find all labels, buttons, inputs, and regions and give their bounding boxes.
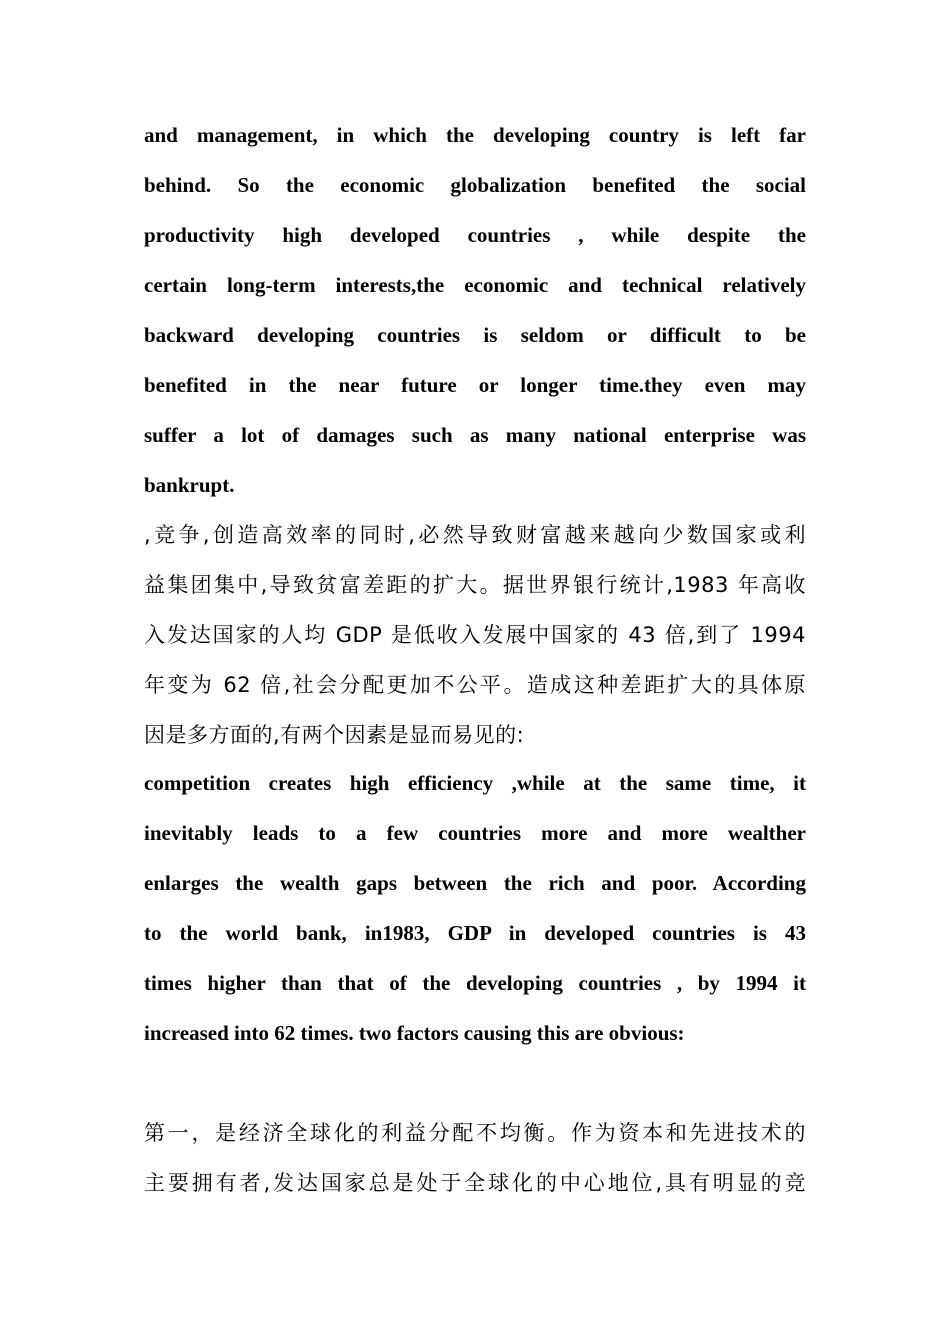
text-line-chinese: ,竞争,创造高效率的同时,必然导致财富越来越向少数国家或利 [144,523,806,547]
text-line: behind. So the economic globalization benefited the social [144,173,806,197]
text-line: inevitably leads to a few countries more and more wealther [144,821,806,845]
text-line-chinese: 入发达国家的人均 GDP 是低收入发展中国家的 43 倍,到了 1994 [144,623,806,647]
text-line-chinese: 主要拥有者,发达国家总是处于全球化的中心地位,具有明显的竞 [144,1171,806,1195]
text-line-chinese: 益集团集中,导致贫富差距的扩大。据世界银行统计,1983 年高收 [144,573,806,597]
text-line-chinese: 因是多方面的,有两个因素是显而易见的: [144,723,525,747]
text-line: bankrupt. [144,473,235,497]
text-line: times higher than that of the developing countries , by 1994 it [144,971,806,995]
text-line-chinese: 第一，是经济全球化的利益分配不均衡。作为资本和先进技术的 [144,1121,806,1145]
text-line: increased into 62 times. two factors causing this are obvious: [144,1021,685,1045]
text-line-chinese: 年变为 62 倍,社会分配更加不公平。造成这种差距扩大的具体原 [144,673,806,697]
text-line: backward developing countries is seldom or difficult to be [144,323,806,347]
text-line: suffer a lot of damages such as many national enterprise was [144,423,806,447]
text-line: benefited in the near future or longer time.they even may [144,373,806,397]
text-line: enlarges the wealth gaps between the rich and poor. According [144,871,806,895]
text-line: to the world bank, in1983, GDP in developed countries is 43 [144,921,806,945]
text-line: certain long-term interests,the economic and technical relatively [144,273,806,297]
text-line: competition creates high efficiency ,while at the same time, it [144,771,806,795]
text-line: and management, in which the developing country is left far [144,123,806,147]
text-line: productivity high developed countries , while despite the [144,223,806,247]
